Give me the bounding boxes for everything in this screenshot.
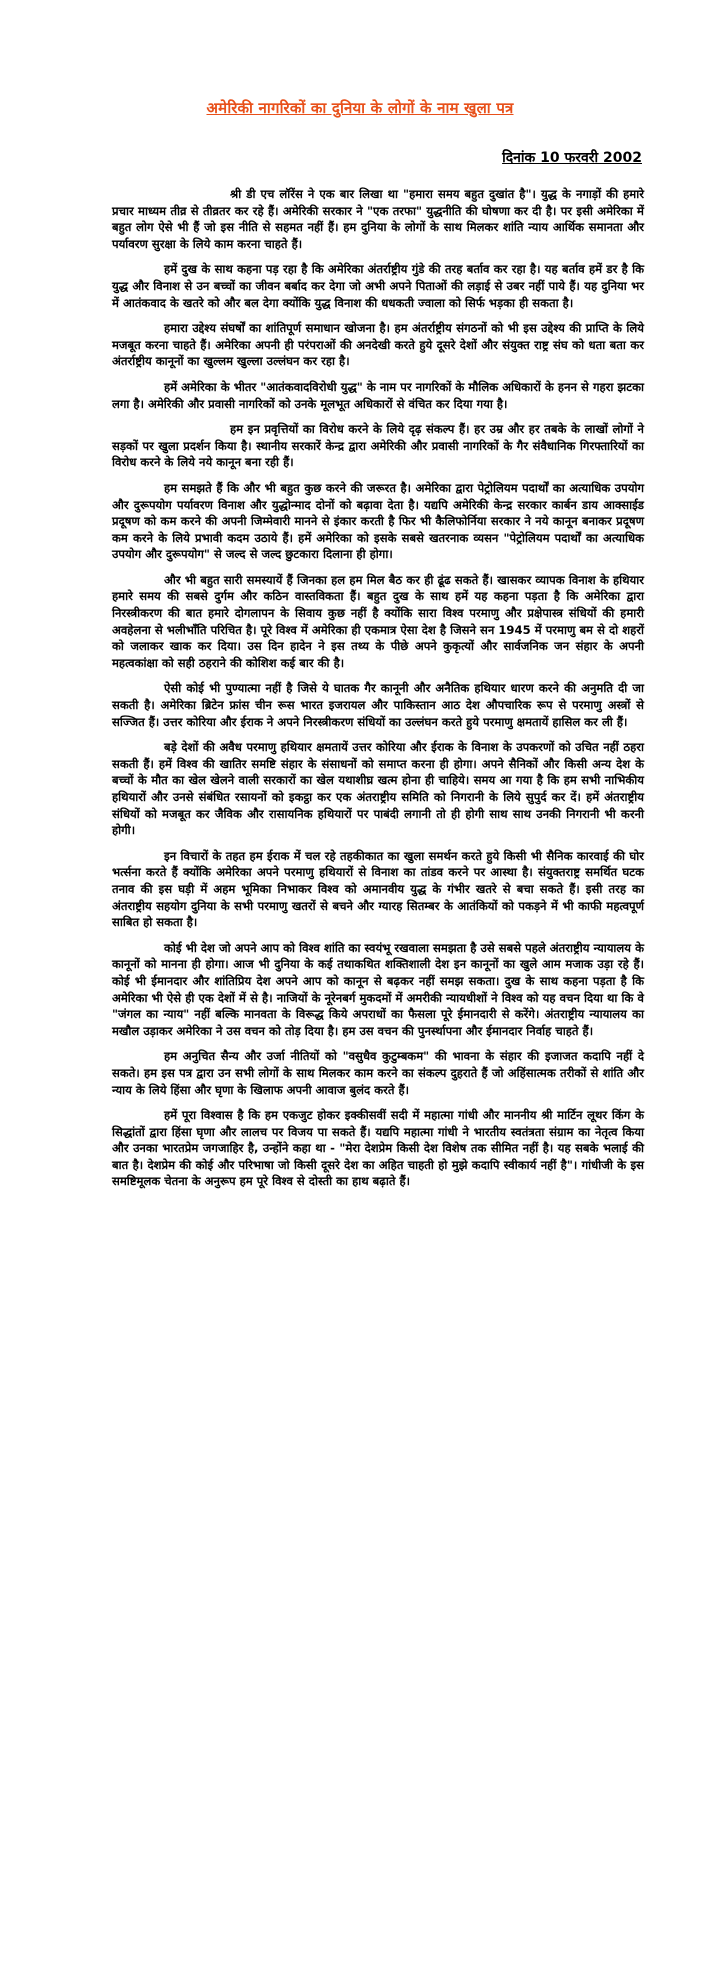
paragraph: बड़े देशों की अवैध परमाणु हथियार क्षमतायें उत्तर कोरिया और ईराक के विनाश के उपकरणों को उचित नहीं ठहरा सकती हैं। हमें विश्व की खातिर समष्टि संहार के संसाधनों को समाप्त करना ही होगा। अपने सैनिकों और किसी अन्य देश के बच्चों के मौत का खेल खेलने वाली सरकारों का खेल यथाशीघ्र खत्म होना ही चाहिये। समय आ गया है कि हम सभी नाभिकीय हथियारों और उनसे संबंधित रसायनों को इकट्ठा कर एक अंतराष्ट्रीय समिति को निगरानी के लिये सुपुर्द कर दें। हमें अंतराष्ट्रीय संधियों को मजबूत कर जैविक और रासायनिक हथियारों पर पाबंदी लगानी तो ही होगी साथ साथ उनकी निगरानी भी करनी होगी। xyxy=(112,740,644,838)
paragraph: ऐसी कोई भी पुण्यात्मा नहीं है जिसे ये घातक गैर कानूनी और अनैतिक हथियार धारण करने की अनुमति दी जा सकती है। अमेरिका ब्रिटेन फ्रांस चीन रूस भारत इजरायल और पाकिस्तान आठ देश औपचारिक रूप से परमाणु अस्त्रों से सज्जित हैं। उत्तर कोरिया और ईराक ने अपने निरस्त्रीकरण संधियों का उल्लंघन करते हुये परमाणु क्षमतायें हासिल कर ली हैं। xyxy=(112,681,644,729)
paragraph: श्री डी एच लॉरेंस ने एक बार लिखा था "हमारा समय बहुत दुखांत है"। युद्ध के नगाड़ों की हमारे प्रचार माध्यम तीव्र से तीव्रतर कर रहे हैं। अमेरिकी सरकार ने "एक तरफा" युद्धनीति की घोषणा कर दी है। पर इसी अमेरिका में बहुत लोग ऐसे भी हैं जो इस नीति से सहमत नहीं हैं। हम दुनिया के लोगों के साथ मिलकर शांति न्याय आर्थिक समानता और पर्यावरण सुरक्षा के लिये काम करना चाहते हैं। xyxy=(112,187,644,251)
paragraph: हम अनुचित सैन्य और उर्जा नीतियों को "वसुधैव कुटुम्बकम" की भावना के संहार की इजाजत कदापि नहीं दे सकते। हम इस पत्र द्वारा उन सभी लोगों के साथ मिलकर काम करने का संकल्प दुहराते हैं जो अहिंसात्मक तरीकों से शांति और न्याय के लिये हिंसा और घृणा के खिलाफ अपनी आवाज बुलंद करते हैं। xyxy=(112,1049,644,1097)
paragraph: हम इन प्रवृत्तियों का विरोध करने के लिये दृढ़ संकल्प हैं। हर उम्र और हर तबके के लाखों लोगों ने सड़कों पर खुला प्रदर्शन किया है। स्थानीय सरकारें केन्द्र द्वारा अमेरिकी और प्रवासी नागरिकों के गैर संवैधानिक गिरफ्तारियों का विरोध करने के लिये नये कानून बना रही हैं। xyxy=(112,422,644,470)
paragraph: हमारा उद्देश्य संघर्षों का शांतिपूर्ण समाधान खोजना है। हम अंतर्राष्ट्रीय संगठनों को भी इस उद्देश्य की प्राप्ति के लिये मजबूत करना चाहते हैं। अमेरिका अपनी ही परंपराओं की अनदेखी करते हुये दूसरे देशों और संयुक्त राष्ट्र संघ को धता बता कर अंतर्राष्ट्रीय कानूनों का खुल्लम खुल्ला उल्लंघन कर रहा है। xyxy=(112,321,644,369)
letter-date: दिनांक 10 फरवरी 2002 xyxy=(502,150,642,166)
letter-title: अमेरिकी नागरिकों का दुनिया के लोगों के नाम खुला पत्र xyxy=(206,99,514,117)
paragraph: हम समझते हैं कि और भी बहुत कुछ करने की जरूरत है। अमेरिका द्वारा पेट्रोलियम पदार्थों का अत्याधिक उपयोग और दुरूपयोग पर्यावरण विनाश और युद्धोन्माद दोनों को बढ़ावा देता है। यद्यपि अमेरिकी केन्द्र सरकार कार्बन डाय आक्साईड प्रदूषण को कम करने की अपनी जिम्मेवारी मानने से इंकार करती है फिर भी कैलिफोर्निया सरकार ने नये कानून बनाकर प्रदूषण कम करने के लिये प्रभावी कदम उठाये हैं। हमें अमेरिका को इसके सबसे खतरनाक व्यसन "पेट्रोलियम पदार्थों का अत्याधिक उपयोग और दुरूपयोग" से जल्द से जल्द छुटकारा दिलाना ही होगा। xyxy=(112,480,644,562)
paragraph: इन विचारों के तहत हम ईराक में चल रहे तहकीकात का खुला समर्थन करते हुये किसी भी सैनिक कारवाई की घोर भर्त्सना करते हैं क्योंकि अमेरिका अपने परमाणु हथियारों से विनाश का तांडव करने पर आस्था है। संयुक्तराष्ट्र समर्थित घटक तनाव की इस घड़ी में अहम भूमिका निभाकर विश्व को अमानवीय युद्ध के गंभीर खतरे से बचा सकते हैं। इसी तरह का अंतराष्ट्रीय सहयोग दुनिया के सभी परमाणु खतरों से बचने और ग्यारह सितम्बर के आतंकियों को पकड़ने में भी काफी महत्वपूर्ण साबित हो सकता है। xyxy=(112,848,644,930)
letter-body xyxy=(112,186,644,1199)
paragraph: कोई भी देश जो अपने आप को विश्व शांति का स्वयंभू रखवाला समझता है उसे सबसे पहले अंतराष्ट्रीय न्यायालय के कानूनों को मानना ही होगा। आज भी दुनिया के कई तथाकथित शक्तिशाली देश इन कानूनों का खुले आम मजाक उड़ा रहे हैं। कोई भी ईमानदार और शांतिप्रिय देश अपने आप को कानून से बढ़कर नहीं समझ सकता। दुख के साथ कहना पड़ता है कि अमेरिका भी ऐसे ही एक देशों में से है। नाजियों के नूरेनबर्ग मुकदमों में अमरीकी न्यायधीशों ने विश्व को यह वचन दिया था कि वे "जंगल का न्याय" नहीं बल्कि मानवता के विरूद्ध किये अपराधों का फैसला पूरे ईमानदारी से करेंगे। अंतराष्ट्रीय न्यायालय का मखौल उड़ाकर अमेरिका ने उस वचन को तोड़ दिया है। हम उस वचन की पुनर्स्थापना और ईमानदार निर्वाह चाहते हैं। xyxy=(112,940,644,1038)
paragraph: हमें पूरा विश्वास है कि हम एकजुट होकर इक्कीसवीं सदी में महात्मा गांधी और माननीय श्री मार्टिन लूथर किंग के सिद्धांतों द्वारा हिंसा घृणा और लालच पर विजय पा सकते हैं। यद्यपि महात्मा गांधी ने भारतीय स्वतंत्रता संग्राम का नेतृत्व किया और उनका भारतप्रेम जगजाहिर है, उन्होंने कहा था - "मेरा देशप्रेम किसी देश विशेष तक सीमित नहीं है। यह सबके भलाई की बात है। देशप्रेम की कोई और परिभाषा जो किसी दूसरे देश का अहित चाहती हो मुझे कदापि स्वीकार्य नहीं है"। गांधीजी के इस समष्टिमूलक चेतना के अनुरूप हम पूरे विश्व से दोस्ती का हाथ बढ़ाते हैं। xyxy=(112,1108,644,1189)
paragraph: और भी बहुत सारी समस्यायें हैं जिनका हल हम मिल बैठ कर ही ढूंढ सकते हैं। खासकर व्यापक विनाश के हथियार हमारे समय की सबसे दुर्गम और कठिन वास्तविकता हैं। बहुत दुख के साथ हमें यह कहना पड़ता है कि अमेरिका द्वारा निरस्त्रीकरण की बात हमारे दोगलापन के सिवाय कुछ नहीं है क्योंकि सारा विश्व परमाणु और प्रक्षेपास्त्र संधियों की हमारी अवहेलना से भलीभाँति परिचित है। पूरे विश्व में अमेरिका ही एकमात्र ऐसा देश है जिसने सन 1945 में परमाणु बम से दो शहरों को जलाकर खाक कर दिया। उस दिन हादेन ने इस तथ्य के पीछे अपने कुकृत्यों और सार्वजनिक जन संहार के अपनी महत्वकांक्षा को सही ठहराने की कोशिश कई बार की है। xyxy=(112,572,644,670)
paragraph: हमें अमेरिका के भीतर "आतंकवादविरोधी युद्ध" के नाम पर नागरिकों के मौलिक अधिकारों के हनन से गहरा झटका लगा है। अमेरिकी और प्रवासी नागरिकों को उनके मूलभूत अधिकारों से वंचित कर दिया गया है। xyxy=(112,379,644,411)
paragraph: हमें दुख के साथ कहना पड़ रहा है कि अमेरिका अंतर्राष्ट्रीय गुंडे की तरह बर्ताव कर रहा है। यह बर्ताव हमें डर है कि युद्ध और विनाश से उन बच्चों का जीवन बर्बाद कर देगा जो अभी अपने पिताओं की लड़ाई से उबर नहीं पाये हैं। यह दुनिया भर में आतंकवाद के खतरे को और बल देगा क्योंकि युद्ध विनाश की धधकती ज्वाला को सिर्फ भड़का ही सकता है। xyxy=(112,262,644,310)
